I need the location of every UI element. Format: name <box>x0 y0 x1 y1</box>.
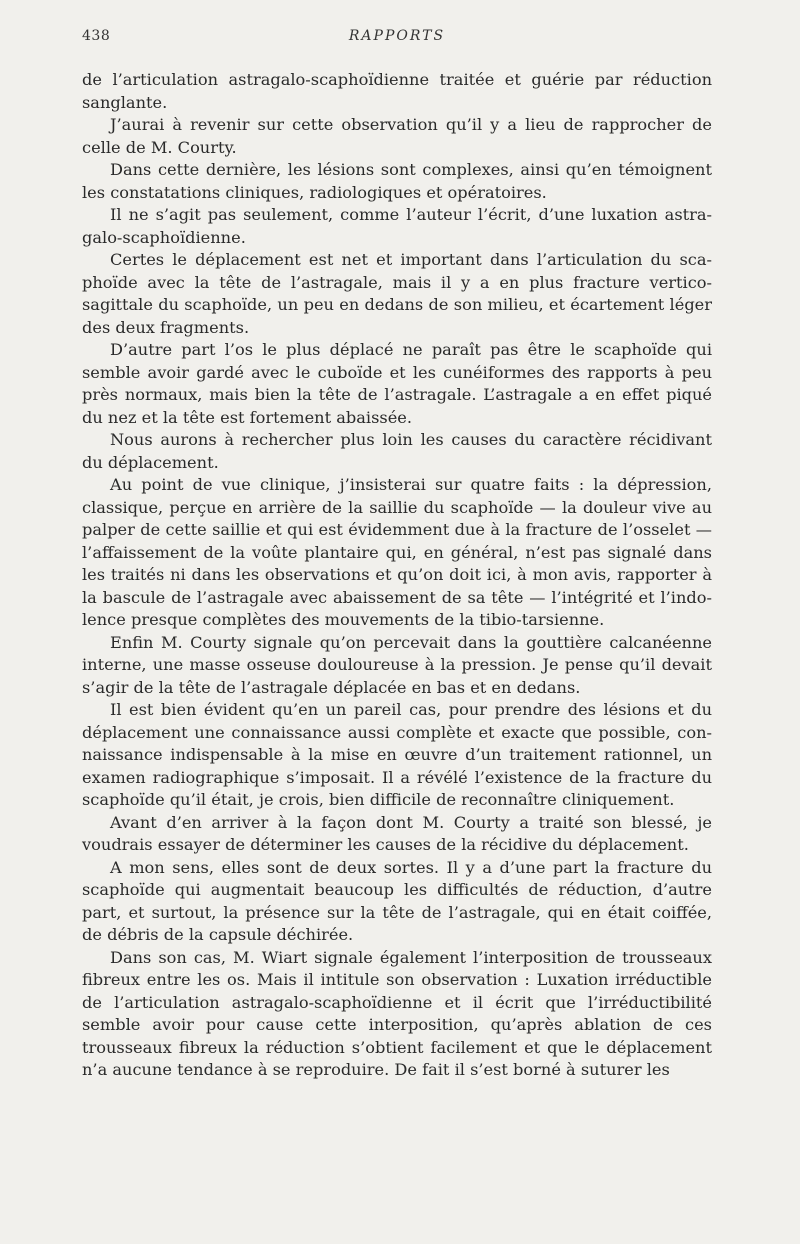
paragraph: Dans son cas, M. Wiart signale également l’interposition de trousseaux fibreux entre les os. Mais il intitule son observation : Luxation irréductible de l’articulation astragalo-scaphoïdienne et il écrit que l’irréductibilité semble avoir pour cause cette interposition, qu’après ablation de ces trousseaux fibreux la réduction s’obtient facilement et que le déplacement n’a aucune tendance à se reproduire. De fait il s’est borné à suturer les <box>82 947 712 1079</box>
running-header <box>82 28 712 48</box>
paragraph: Certes le déplacement est net et important dans l’articulation du scaphoïde avec la tête de l’astragale, mais il y a en plus fracture vertico-sagittale du scaphoïde, un peu en dedans de son milieu, et écartement léger des deux fragments. <box>82 250 712 337</box>
paragraph-continuation: de l’articulation astragalo-scaphoïdienne traitée et guérie par réduction sanglante. <box>82 70 712 112</box>
paragraph: Il ne s’agit pas seulement, comme l’auteur l’écrit, d’une luxation astragalo-scaphoïdienne. <box>82 205 712 247</box>
paragraph: J’aurai à revenir sur cette observation qu’il y a lieu de rapprocher de celle de M. Courty. <box>82 115 712 157</box>
paragraph: Dans cette dernière, les lésions sont complexes, ainsi qu’en témoignent les constatations cliniques, radiologiques et opératoires. <box>82 160 712 202</box>
paragraph: A mon sens, elles sont de deux sortes. Il y a d’une part la fracture du scaphoïde qui augmentait beaucoup les difficultés de réduction, d’autre part, et surtout, la présence sur la tête de l’astragale, qui en était coiffée, de débris de la capsule déchirée. <box>82 857 712 944</box>
paragraph: Au point de vue clinique, j’insisterai sur quatre faits : la dépression, classique, perçue en arrière de la saillie du scaphoïde — la douleur vive au palper de cette saillie et qui est évidemment due à la fracture de l’osselet — l’affaissement de la voûte plantaire qui, en général, n’est pas signalé dans les traités ni dans les observations et qu’on doit ici, à mon avis, rapporter à la bascule de l’astragale avec abaissement de sa tête — l’intégrité et l’indolence presque complètes des mouvements de la tibio-tarsienne. <box>82 475 712 629</box>
body-text <box>82 69 712 1082</box>
paragraph: Nous aurons à rechercher plus loin les causes du caractère récidivant du déplacement. <box>82 430 712 472</box>
paragraph: Il est bien évident qu’en un pareil cas, pour prendre des lésions et du déplacement une connaissance aussi complète et exacte que possible, connaissance indispensable à la mise en œuvre d’un traitement rationnel, un examen radiographique s’imposait. Il a révélé l’existence de la fracture du scaphoïde qu’il était, je crois, bien difficile de reconnaître cliniquement. <box>82 700 712 809</box>
running-title: RAPPORTS <box>348 28 446 44</box>
page-number: 438 <box>82 28 111 44</box>
paragraph: D’autre part l’os le plus déplacé ne paraît pas être le scaphoïde qui semble avoir gardé avec le cuboïde et les cunéiformes des rapports à peu près normaux, mais bien la tête de l’astragale. L’astragale a en effet piqué du nez et la tête est fortement abaissée. <box>82 340 712 427</box>
paragraph: Enfin M. Courty signale qu’on percevait dans la gouttière calcanéenne interne, une masse osseuse douloureuse à la pression. Je pense qu’il devait s’agir de la tête de l’astragale déplacée en bas et en dedans. <box>82 632 712 697</box>
paragraph: Avant d’en arriver à la façon dont M. Courty a traité son blessé, je voudrais essayer de déterminer les causes de la récidive du déplacement. <box>82 812 712 854</box>
